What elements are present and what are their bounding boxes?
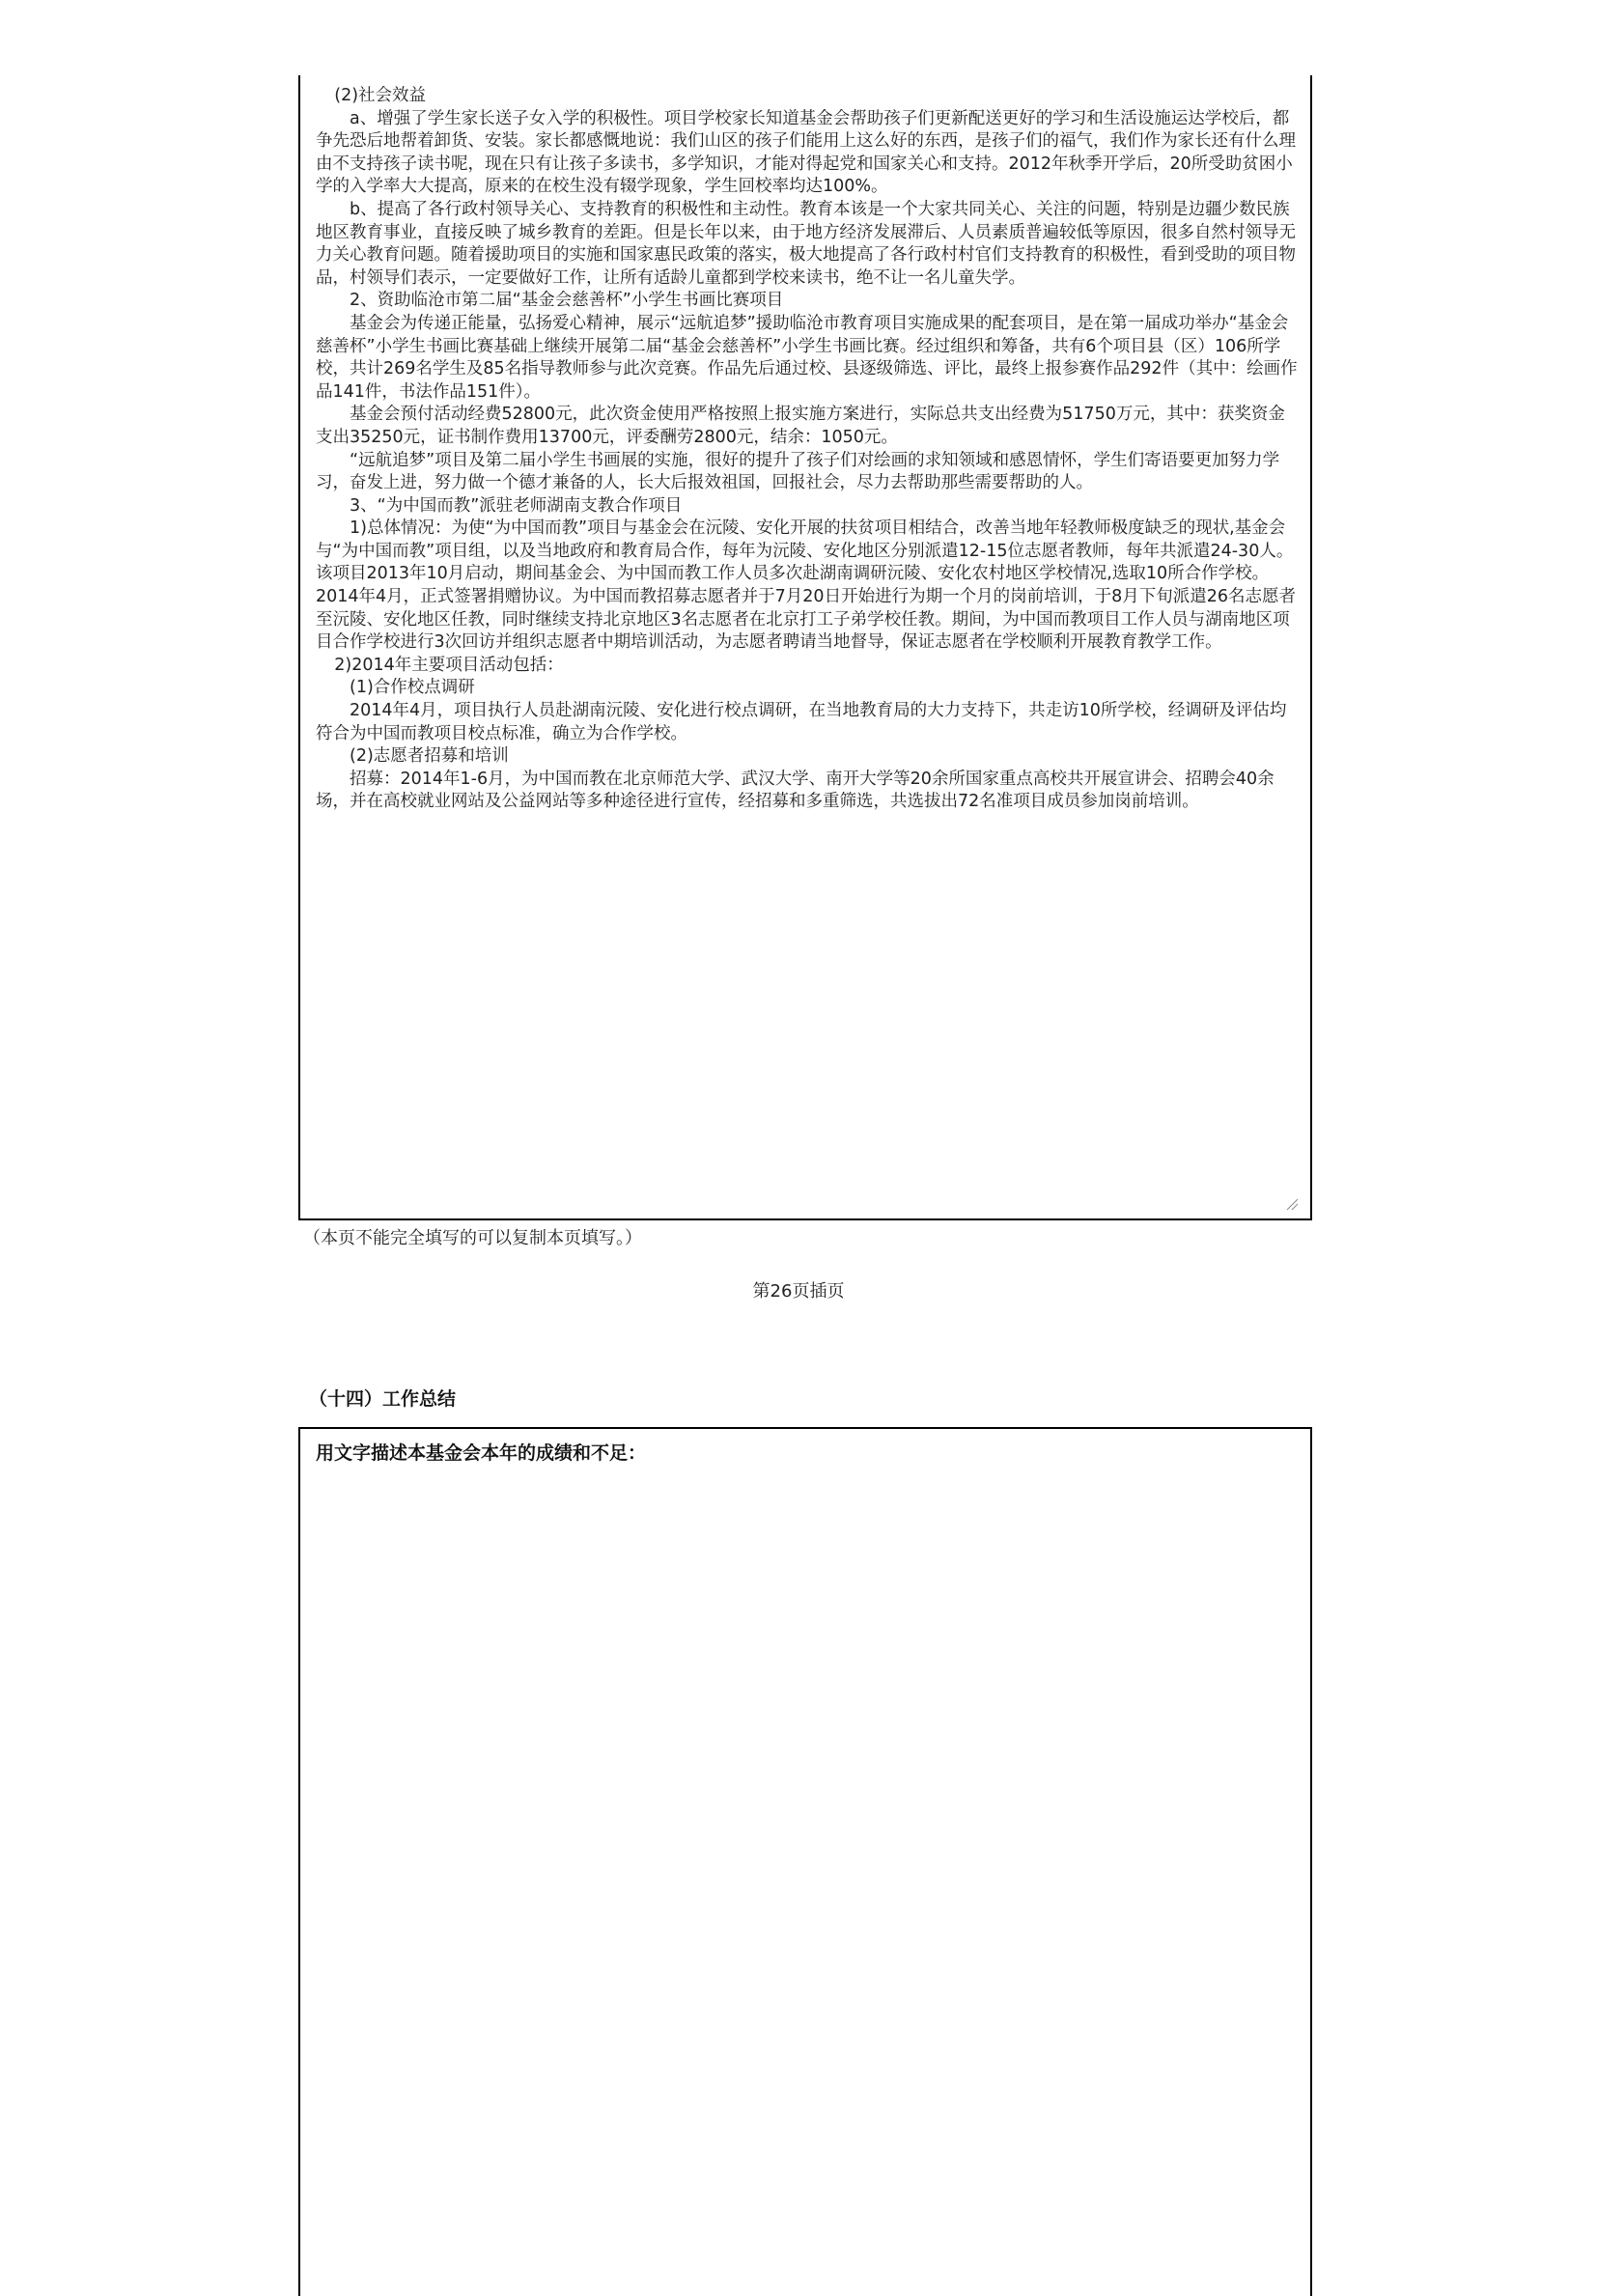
report-paragraph: “远航追梦”项目及第二届小学生书画展的实施，很好的提升了孩子们对绘画的求知领域和感恩情怀，学生们寄语要更加努力学习，奋发上进，努力做一个德才兼备的人，长大后报效祖国，回报社会，尽力去帮助那些需要帮助的人。 bbox=[316, 450, 1280, 493]
work-summary-prompt: 用文字描述本基金会本年的成绩和不足： bbox=[316, 1442, 647, 1464]
report-paragraph: 2)2014年主要项目活动包括： bbox=[334, 655, 564, 675]
report-paragraph: 基金会预付活动经费52800元，此次资金使用严格按照上报实施方案进行，实际总共支出经费为51750万元，其中：获奖资金支出35250元，证书制作费用13700元，评委酬劳2800元，结余：1050元。 bbox=[316, 405, 1285, 447]
report-paragraph: 2014年4月，项目执行人员赴湖南沅陵、安化进行校点调研，在当地教育局的大力支持下，共走访10所学校，经调研及评估均符合为中国而教项目校点标准，确立为合作学校。 bbox=[316, 701, 1287, 743]
report-paragraph: (2)社会效益 bbox=[334, 86, 427, 105]
report-paragraph: 基金会为传递正能量，弘扬爱心精神，展示“远航追梦”援助临沧市教育项目实施成果的配套项目，是在第一届成功举办“基金会慈善杯”小学生书画比赛基础上继续开展第二届“基金会慈善杯”小学生书画比赛。经过组织和筹备，共有6个项目县（区）106所学校，共计269名学生及85名指导教师参与此次竞赛。作品先后通过校、县逐级筛选、评比，最终上报参赛作品292件（其中：绘画作品141件，书法作品151件）。 bbox=[316, 313, 1298, 402]
report-paragraph: 招募：2014年1-6月，为中国而教在北京师范大学、武汉大学、南开大学等20余所国家重点高校共开展宣讲会、招聘会40余场，并在高校就业网站及公益网站等多种途径进行宣传，经招募和多重筛选，共选拔出72名准项目成员参加岗前培训。 bbox=[316, 769, 1275, 812]
report-paragraph: 3、“为中国而教”派驻老师湖南支教合作项目 bbox=[350, 495, 683, 516]
report-paragraph: b、提高了各行政村领导关心、支持教育的积极性和主动性。教育本该是一个大家共同关心、关注的问题，特别是边疆少数民族地区教育事业，直接反映了城乡教育的差距。但是长年以来，由于地方经济发展滞后、人员素质普遍较低等原因，很多自然村领导无力关心教育问题。随着援助项目的实施和国家惠民政策的落实，极大地提高了各行政村村官们支持教育的积极性，看到受助的项目物品，村领导们表示，一定要做好工作，让所有适龄儿童都到学校来读书，绝不让一名儿童失学。 bbox=[316, 199, 1296, 288]
report-paragraph: 1)总体情况：为使“为中国而教”项目与基金会在沅陵、安化开展的扶贫项目相结合，改善当地年轻教师极度缺乏的现状,基金会与“为中国而教”项目组，以及当地政府和教育局合作，每年为沅陵、安化地区分别派遣12-15位志愿者教师，每年共派遣24-30人。该项目2013年10月启动，期间基金会、为中国而教工作人员多次赴湖南调研沅陵、安化农村地区学校情况,选取10所合作学校。2014年4月，正式签署捐赠协议。为中国而教招募志愿者并于7月20日开始进行为期一个月的岗前培训，于8月下旬派遣26名志愿者至沅陵、安化地区任教，同时继续支持北京地区3名志愿者在北京打工子弟学校任教。期间，为中国而教项目工作人员与湖南地区项目合作学校进行3次回访并组织志愿者中期培训活动，为志愿者聘请当地督导，保证志愿者在学校顺利开展教育教学工作。 bbox=[316, 518, 1296, 653]
resize-grip-icon[interactable] bbox=[1285, 1197, 1299, 1211]
section-title: （十四）工作总结 bbox=[309, 1388, 457, 1410]
report-paragraph: (2)志愿者招募和培训 bbox=[350, 746, 509, 767]
page-note: （本页不能完全填写的可以复制本页填写。） bbox=[303, 1228, 642, 1248]
report-paragraph: 2、资助临沧市第二届“基金会慈善杯”小学生书画比赛项目 bbox=[350, 291, 784, 311]
report-text-box[interactable] bbox=[298, 75, 1312, 1220]
report-text-content bbox=[316, 85, 1299, 814]
page-insert-label: 第26页插页 bbox=[752, 1281, 845, 1302]
work-summary-box[interactable] bbox=[298, 1427, 1312, 2296]
report-paragraph: a、增强了学生家长送子女入学的积极性。项目学校家长知道基金会帮助孩子们更新配送更好的学习和生活设施运达学校后，都争先恐后地帮着卸货、安装。家长都感慨地说：我们山区的孩子们能用上这么好的东西，是孩子们的福气，我们作为家长还有什么理由不支持孩子读书呢，现在只有让孩子多读书，多学知识，才能对得起党和国家关心和支持。2012年秋季开学后，20所受助贫困小学的入学率大大提高，原来的在校生没有辍学现象，学生回校率均达100%。 bbox=[316, 108, 1296, 197]
report-paragraph: (1)合作校点调研 bbox=[350, 678, 475, 698]
